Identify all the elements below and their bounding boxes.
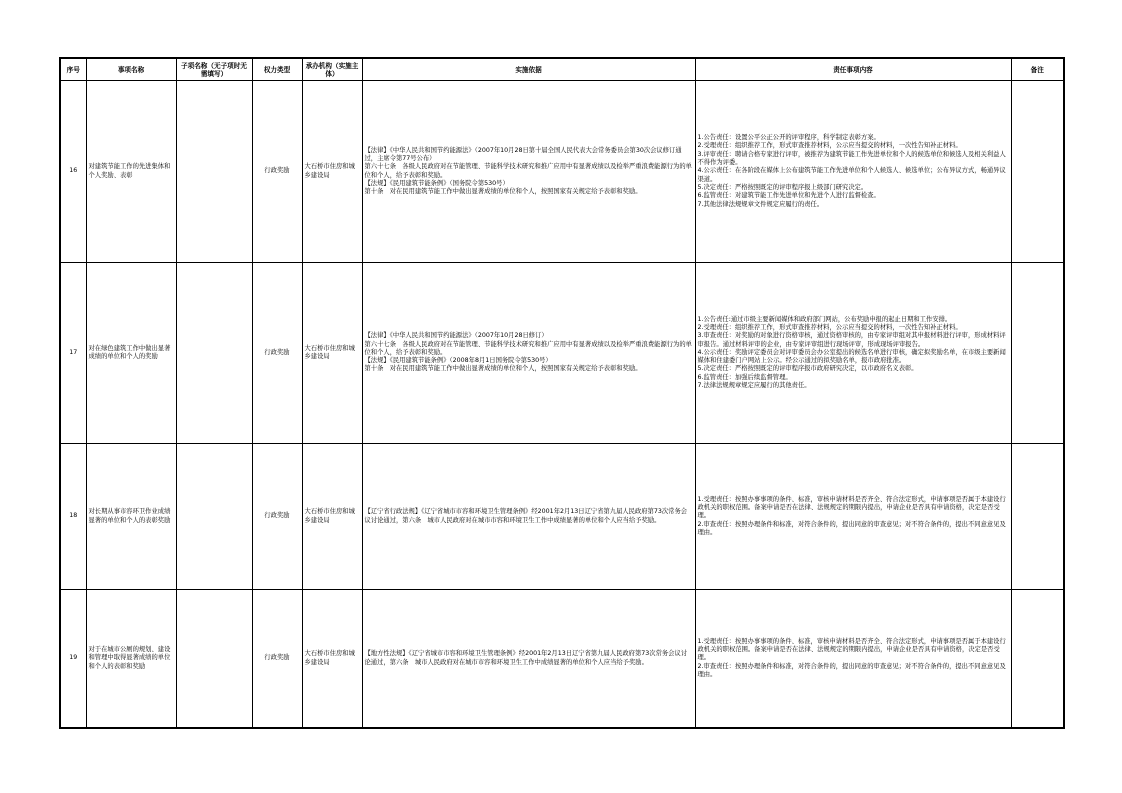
duty-line: 7.法律法规规章规定应履行的其他责任。 <box>697 382 811 390</box>
table-row <box>60 444 1064 590</box>
duty-line: 5.决定责任：严格按照既定的评审程序报上级部门研究决定。 <box>697 183 868 191</box>
legal-basis <box>362 590 695 729</box>
duty-line: 3.评审责任：聘请合格专家进行评审，被推荐为建筑节能工作先进单位和个人的候选单位和候选人及相关利益人不得作为评委。 <box>697 150 1006 167</box>
duty-line: 4.公示责任：在各阶段在媒体上公布建筑节能工作先进单位和个人候选人、候选单位；公布异议方式，畅通异议渠道。 <box>697 167 1006 183</box>
note <box>1011 444 1064 590</box>
note <box>1011 590 1064 729</box>
sub-item-name <box>176 444 252 590</box>
handling-org: 大石桥市住房和城乡建设局 <box>302 590 362 729</box>
basis-line: 【地方性法规】《辽宁省城市市容和环境卫生管理条例》经2001年2月13日辽宁省第九届人民政府第73次常务会议讨论通过，第六条 城市人民政府对在城市市容和环境卫生工作中成绩显著的单位和个人应当给予奖励。 <box>364 650 688 666</box>
duty-line: 3.审查责任：对奖励的对象进行资格审核，通过资格审核的，由专家评审组对其申报材料进行评审，形成材料评审报告。通过材料评审的企业，由专家评审组进行现场评审，形成现场评审报告。 <box>697 332 1006 348</box>
power-type: 行政奖励 <box>252 263 302 444</box>
header-org: 承办机构（实施主体） <box>302 58 362 81</box>
row-number: 19 <box>60 590 86 729</box>
duty-line: 1.公告责任:通过市级主要新闻媒体和政府部门网站，公布奖励申报的起止日期和工作安排。 2.受理责任：组织推荐工作，形式审查推荐材料，公示应当提交的材料，一次性告知补正材料。 <box>697 315 1119 331</box>
duty-line: 1.受理责任：按照办事事项的条件、标准，审核申请材料是否齐全、符合法定形式，申请事项是否属于本建设行政机关的职权范围。备案申请是否在法律、法规规定的期限内提出，申请企业是否具有申请资格，决定是否受理。 <box>697 637 1006 662</box>
handling-org: 大石桥市住房和城乡建设局 <box>302 444 362 590</box>
power-type: 行政奖励 <box>252 81 302 263</box>
duty-line: 4.公示责任：奖励评定委员会对评审委员会办公室提出的候选名单进行审核，确定拟奖励名单，在市级主要新闻媒体和住建委门户网站上公示。经公示通过的拟奖励名单，报市政府批准。 5.决定责任：严格按照既定的评审程序报市政府研究决定，以市政府名义表彰。 <box>697 348 1022 373</box>
header-sub: 子项名称（无子项时无需填写） <box>176 58 252 81</box>
duty-line: 2.审查责任：按照办理条件和标准，对符合条件的，提出同意的审查意见；对不符合条件的，提出不同意意见及理由。 <box>697 662 1006 678</box>
basis-line: 【法规】《民用建筑节能条例》（国务院令第530号） <box>364 179 509 187</box>
duty-line: 6.监管责任：加强后续监督管理。 <box>697 373 792 381</box>
sub-item-name <box>176 263 252 444</box>
item-name: 对长期从事市容环卫作业成绩显著的单位和个人的表彰奖励 <box>86 444 176 590</box>
header-no: 序号 <box>60 58 86 81</box>
duty-line: 2.审查责任：按照办理条件和标准，对符合条件的，提出同意的审查意见；对不符合条件的，提出不同意意见及理由。 <box>697 520 1006 536</box>
header-type: 权力类型 <box>252 58 302 81</box>
duty-content <box>695 263 1119 444</box>
duty-content <box>695 81 1011 263</box>
basis-line: 【法规】《民用建筑节能条例》（2008年8月1日国务院令第530号） <box>364 357 552 365</box>
basis-line: 第十条 对在民用建筑节能工作中做出显著成绩的单位和个人，按照国家有关规定给予表彰和奖励。 <box>364 365 642 373</box>
header-note: 备注 <box>1011 58 1064 81</box>
header-duty: 责任事项内容 <box>695 58 1011 81</box>
table-row <box>60 590 1064 729</box>
duty-line: 1.公告责任：设置公平公正公开的评审程序，科学制定表彰方案。 <box>697 134 880 142</box>
table-row <box>60 263 1064 444</box>
item-name: 对于在城市公厕的规划、建设和管理中取得显著成绩的单位和个人的表彰和奖励 <box>86 590 176 729</box>
duty-content <box>695 590 1011 729</box>
sub-item-name <box>176 590 252 729</box>
legal-basis <box>362 81 695 263</box>
legal-basis <box>362 263 695 444</box>
basis-line: 第六十七条 各级人民政府对在节能管理、节能科学技术研究和推广应用中有显著成绩以及检举严重浪费能源行为的单位和个人，给予表彰和奖励。 <box>364 163 692 179</box>
basis-line: 第十条 对在民用建筑节能工作中做出显著成绩的单位和个人，按照国家有关规定给予表彰和奖励。 <box>364 188 642 196</box>
row-number: 17 <box>60 263 86 444</box>
basis-line: 第六十七条 各级人民政府对在节能管理、节能科学技术研究和推广应用中有显著成绩以及检举严重浪费能源行为的单位和个人，给予表彰和奖励。 <box>364 340 692 356</box>
header-row <box>60 58 1064 81</box>
sub-item-name <box>176 81 252 263</box>
basis-line: 【法律】《中华人民共和国节约能源法》（2007年10月28日第十届全国人民代表大会常务委员会第30次会议修订通过，主席令第77号公布） <box>364 146 682 162</box>
basis-line: 【法律】《中华人民共和国节约能源法》（2007年10月28日修订） <box>364 332 548 340</box>
duty-line: 7.其他法律法规规章文件规定应履行的责任。 <box>697 200 824 208</box>
legal-basis <box>362 444 695 590</box>
duty-line: 1.受理责任：按照办事事项的条件、标准，审核申请材料是否齐全、符合法定形式，申请事项是否属于本建设行政机关的职权范围。备案申请是否在法律、法规规定的期限内提出，申请企业是否具有申请资格，决定是否受理。 <box>697 495 1006 520</box>
note <box>1011 81 1064 263</box>
duty-content <box>695 444 1011 590</box>
table-row <box>60 81 1064 263</box>
item-name: 对在绿色建筑工作中做出显著成绩的单位和个人的奖励 <box>86 263 176 444</box>
item-name: 对建筑节能工作的先进集体和个人奖励、表彰 <box>86 81 176 263</box>
basis-line: 【辽宁省行政法规】《辽宁省城市市容和环境卫生管理条例》经2001年2月13日辽宁省第九届人民政府第73次常务会议讨论通过，第六条 城市人民政府对在城市市容和环境卫生工作中成绩显著的单位和个人应当给予奖励。 <box>364 508 688 524</box>
duty-line: 6.监管责任：对建筑节能工作先进单位和先进个人进行监督检查。 <box>697 192 880 200</box>
header-basis: 实施依据 <box>362 58 695 81</box>
responsibility-table <box>59 57 1119 729</box>
row-number: 16 <box>60 81 86 263</box>
handling-org: 大石桥市住房和城乡建设局 <box>302 263 362 444</box>
power-type: 行政奖励 <box>252 444 302 590</box>
handling-org: 大石桥市住房和城乡建设局 <box>302 81 362 263</box>
duty-line: 2.受理责任：组织推荐工作，形式审查推荐材料，公示应当提交的材料，一次性告知补正材料。 <box>697 142 962 150</box>
header-name: 事项名称 <box>86 58 176 81</box>
row-number: 18 <box>60 444 86 590</box>
note <box>1011 263 1064 444</box>
power-type: 行政奖励 <box>252 590 302 729</box>
